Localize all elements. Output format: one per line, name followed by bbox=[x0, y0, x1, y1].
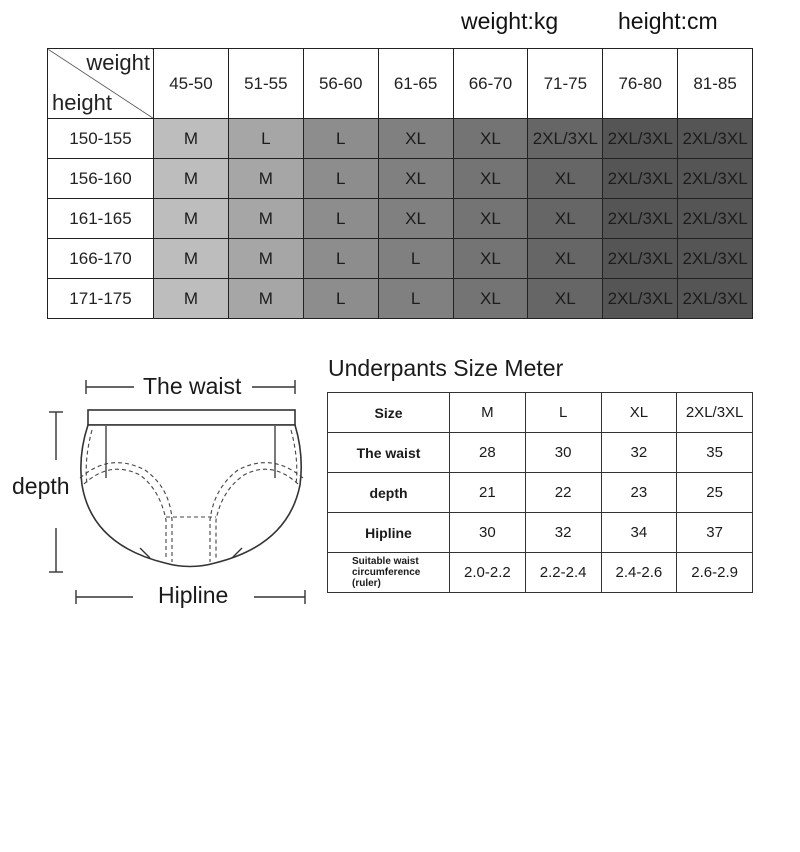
height-cell: 150-155 bbox=[48, 119, 154, 159]
size-chart-table bbox=[47, 48, 753, 319]
size-chart-row bbox=[48, 279, 753, 319]
size-meter-row bbox=[328, 433, 753, 473]
size-meter-header-row bbox=[328, 393, 753, 433]
corner-height-label: height bbox=[52, 90, 112, 115]
weight-header-cell: 76-80 bbox=[603, 49, 678, 119]
size-cell: 2XL/3XL bbox=[603, 119, 678, 159]
size-cell: XL bbox=[378, 159, 453, 199]
measure-value-cell: 32 bbox=[601, 433, 677, 473]
size-cell: M bbox=[228, 279, 303, 319]
weight-header-cell: 56-60 bbox=[303, 49, 378, 119]
weight-header-cell: 66-70 bbox=[453, 49, 528, 119]
size-cell: XL bbox=[453, 279, 528, 319]
size-chart-row bbox=[48, 239, 753, 279]
measure-value-cell: 23 bbox=[601, 473, 677, 513]
height-cell: 156-160 bbox=[48, 159, 154, 199]
measure-value-cell: 30 bbox=[525, 433, 601, 473]
size-cell: 2XL/3XL bbox=[603, 199, 678, 239]
size-cell: M bbox=[154, 159, 229, 199]
size-cell: XL bbox=[453, 239, 528, 279]
size-cell: 2XL/3XL bbox=[603, 279, 678, 319]
measure-value-cell: 37 bbox=[677, 513, 753, 553]
size-meter-row bbox=[328, 473, 753, 513]
measure-value-cell: 2.4-2.6 bbox=[601, 553, 677, 593]
size-cell: 2XL/3XL bbox=[528, 119, 603, 159]
height-cell: 161-165 bbox=[48, 199, 154, 239]
measure-label-cell: depth bbox=[328, 473, 450, 513]
size-cell: 2XL/3XL bbox=[678, 119, 753, 159]
measure-value-cell: 32 bbox=[525, 513, 601, 553]
height-cell: 166-170 bbox=[48, 239, 154, 279]
size-chart-row bbox=[48, 199, 753, 239]
size-cell: L bbox=[303, 119, 378, 159]
size-cell: M bbox=[228, 199, 303, 239]
size-cell: L bbox=[303, 239, 378, 279]
size-cell: 2XL/3XL bbox=[603, 159, 678, 199]
waist-label: The waist bbox=[143, 373, 242, 399]
size-cell: L bbox=[378, 279, 453, 319]
measure-value-cell: 2.2-2.4 bbox=[525, 553, 601, 593]
depth-label: depth bbox=[12, 473, 70, 499]
corner-cell bbox=[48, 49, 154, 119]
weight-header-cell: 61-65 bbox=[378, 49, 453, 119]
size-cell: M bbox=[154, 239, 229, 279]
size-cell: M bbox=[228, 239, 303, 279]
size-cell: L bbox=[303, 199, 378, 239]
size-cell: XL bbox=[378, 199, 453, 239]
weight-header-cell: 51-55 bbox=[228, 49, 303, 119]
size-meter-row bbox=[328, 553, 753, 593]
size-cell: XL bbox=[528, 279, 603, 319]
size-cell: XL bbox=[453, 119, 528, 159]
size-cell: M bbox=[154, 119, 229, 159]
height-cell: 171-175 bbox=[48, 279, 154, 319]
size-chart-row bbox=[48, 159, 753, 199]
corner-weight-label: weight bbox=[86, 50, 150, 75]
size-cell: L bbox=[228, 119, 303, 159]
weight-header-cell: 45-50 bbox=[154, 49, 229, 119]
size-meter-row bbox=[328, 513, 753, 553]
measure-label-cell: Hipline bbox=[328, 513, 450, 553]
measure-value-cell: 2.6-2.9 bbox=[677, 553, 753, 593]
size-cell: L bbox=[303, 159, 378, 199]
measure-value-cell: 34 bbox=[601, 513, 677, 553]
measure-label-cell: The waist bbox=[328, 433, 450, 473]
size-cell: L bbox=[378, 239, 453, 279]
measure-value-cell: 28 bbox=[450, 433, 526, 473]
size-cell: 2XL/3XL bbox=[678, 239, 753, 279]
size-header-cell: 2XL/3XL bbox=[677, 393, 753, 433]
weight-unit-label: weight:kg bbox=[461, 8, 559, 34]
size-cell: M bbox=[154, 199, 229, 239]
measure-label-cell: Suitable waist circumference (ruler) bbox=[328, 553, 450, 593]
size-cell: M bbox=[154, 279, 229, 319]
size-cell: XL bbox=[528, 199, 603, 239]
size-meter-table bbox=[327, 392, 753, 593]
size-header-label: Size bbox=[328, 393, 450, 433]
size-chart-header-row bbox=[48, 49, 753, 119]
size-cell: XL bbox=[528, 239, 603, 279]
hipline-label: Hipline bbox=[158, 582, 229, 608]
measure-value-cell: 21 bbox=[450, 473, 526, 513]
underpants-diagram bbox=[0, 360, 320, 620]
measure-value-cell: 35 bbox=[677, 433, 753, 473]
size-cell: XL bbox=[453, 159, 528, 199]
size-chart-row bbox=[48, 119, 753, 159]
height-unit-label: height:cm bbox=[618, 8, 718, 34]
underpants-shape bbox=[81, 410, 301, 567]
measure-value-cell: 30 bbox=[450, 513, 526, 553]
size-cell: L bbox=[303, 279, 378, 319]
size-cell: XL bbox=[453, 199, 528, 239]
size-cell: 2XL/3XL bbox=[678, 279, 753, 319]
size-header-cell: M bbox=[450, 393, 526, 433]
size-cell: XL bbox=[528, 159, 603, 199]
size-cell: XL bbox=[378, 119, 453, 159]
measure-value-cell: 22 bbox=[525, 473, 601, 513]
weight-header-cell: 71-75 bbox=[528, 49, 603, 119]
size-header-cell: L bbox=[525, 393, 601, 433]
size-cell: 2XL/3XL bbox=[603, 239, 678, 279]
size-header-cell: XL bbox=[601, 393, 677, 433]
size-cell: 2XL/3XL bbox=[678, 199, 753, 239]
size-cell: 2XL/3XL bbox=[678, 159, 753, 199]
size-meter-title: Underpants Size Meter bbox=[328, 355, 564, 381]
measure-value-cell: 25 bbox=[677, 473, 753, 513]
size-cell: M bbox=[228, 159, 303, 199]
weight-header-cell: 81-85 bbox=[678, 49, 753, 119]
measure-value-cell: 2.0-2.2 bbox=[450, 553, 526, 593]
